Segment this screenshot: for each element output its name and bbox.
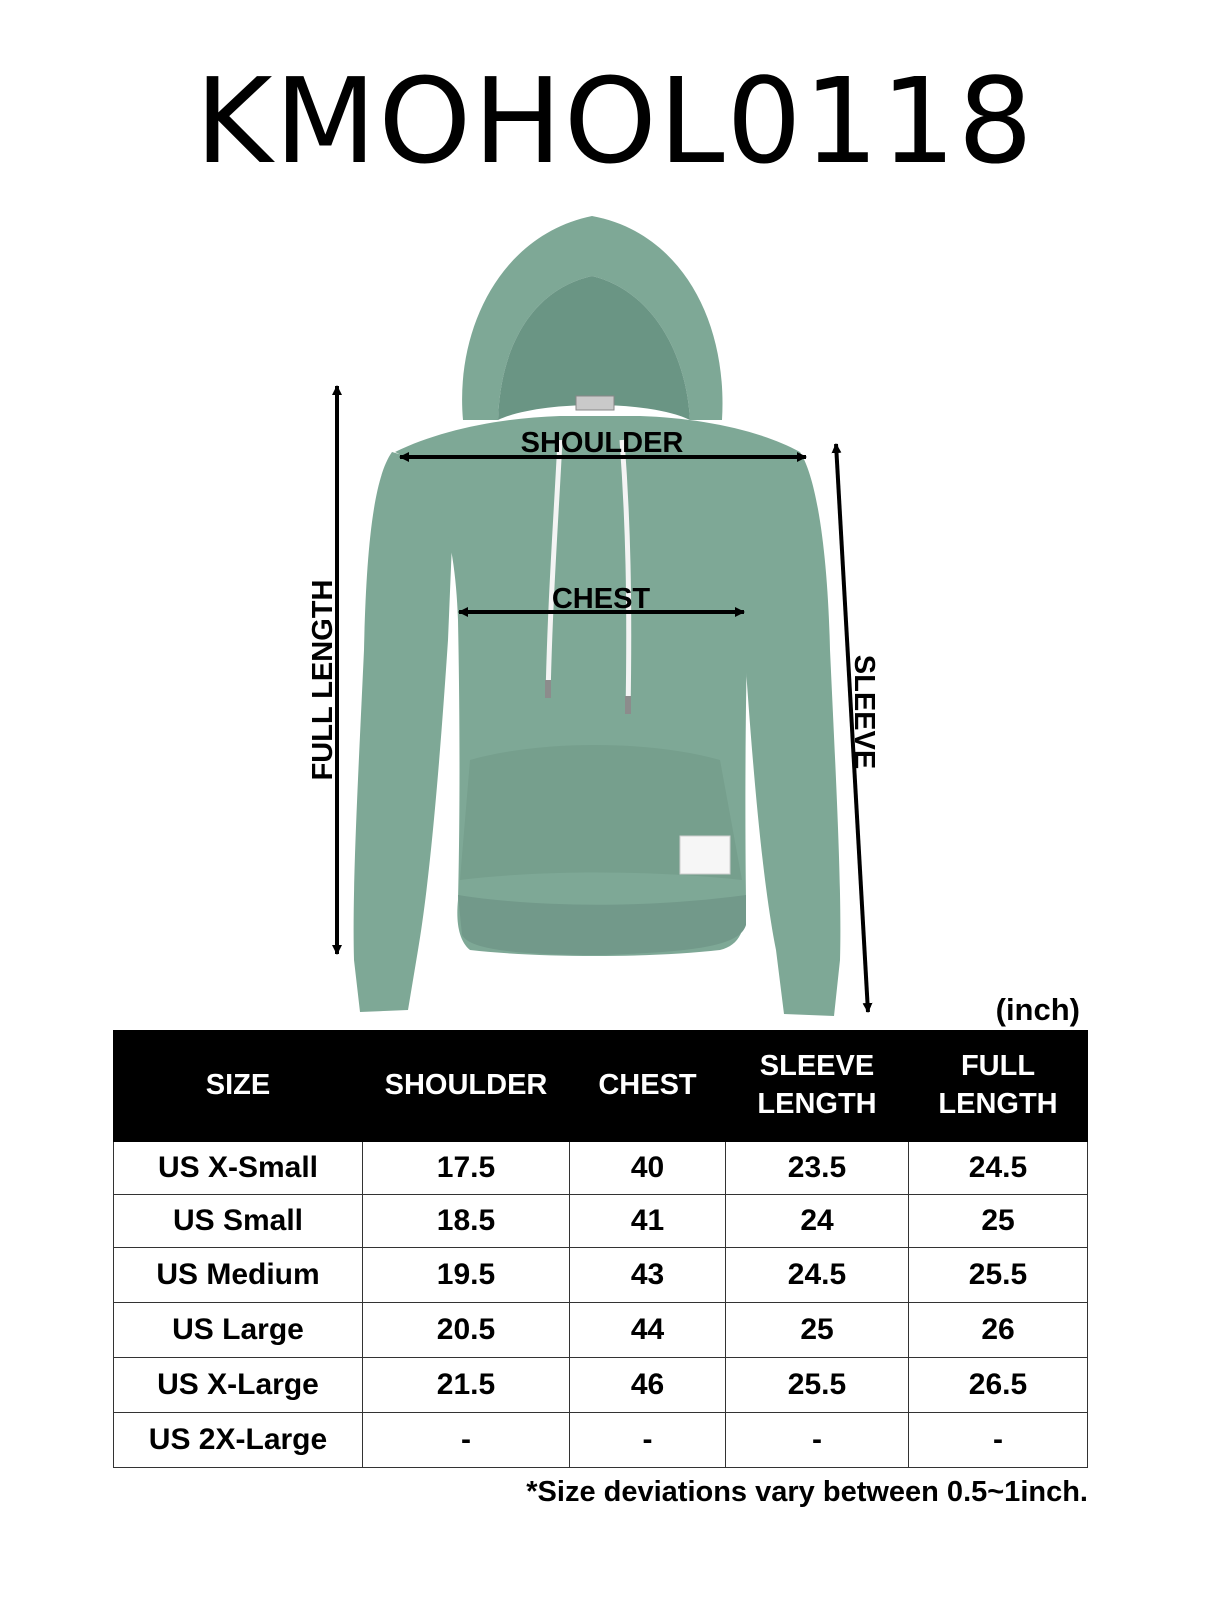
sleeve-cell: 23.5: [726, 1142, 909, 1195]
chest-cell: 41: [570, 1195, 726, 1248]
header-sleeve-length: SLEEVE LENGTH: [726, 1031, 909, 1142]
chest-cell: -: [570, 1413, 726, 1468]
header-full-length: FULL LENGTH: [909, 1031, 1088, 1142]
shoulder-cell: 21.5: [363, 1358, 570, 1413]
unit-label: (inch): [995, 992, 1080, 1027]
full-length-cell: 25.5: [909, 1248, 1088, 1303]
sleeve-cell: 24: [726, 1195, 909, 1248]
hoodie-neck-tab: [576, 396, 614, 410]
chest-cell: 44: [570, 1303, 726, 1358]
table-row: [114, 1248, 1088, 1303]
chest-label: CHEST: [551, 583, 651, 615]
size-cell: US Medium: [114, 1248, 363, 1303]
shoulder-cell: 19.5: [363, 1248, 570, 1303]
hoodie-illustration: [354, 216, 841, 1016]
shoulder-cell: 20.5: [363, 1303, 570, 1358]
table-row: [114, 1358, 1088, 1413]
sleeve-cell: 25: [726, 1303, 909, 1358]
full-length-cell: 26: [909, 1303, 1088, 1358]
size-chart-table: [113, 1030, 1088, 1468]
full-length-label: FULL LENGTH: [307, 579, 339, 781]
sleeve-cell: 24.5: [726, 1248, 909, 1303]
table-row: [114, 1142, 1088, 1195]
size-cell: US Small: [114, 1195, 363, 1248]
header-shoulder: SHOULDER: [363, 1031, 570, 1142]
shoulder-label: SHOULDER: [520, 427, 684, 459]
size-cell: US 2X-Large: [114, 1413, 363, 1468]
full-length-cell: 26.5: [909, 1358, 1088, 1413]
table-row: [114, 1303, 1088, 1358]
size-cell: US X-Small: [114, 1142, 363, 1195]
hoodie-left-sleeve: [354, 452, 455, 1012]
size-cell: US Large: [114, 1303, 363, 1358]
sleeve-label: SLEEVE: [848, 654, 880, 770]
shoulder-cell: 18.5: [363, 1195, 570, 1248]
table-row: [114, 1413, 1088, 1468]
chest-cell: 40: [570, 1142, 726, 1195]
sleeve-cell: 25.5: [726, 1358, 909, 1413]
full-length-cell: -: [909, 1413, 1088, 1468]
chest-cell: 46: [570, 1358, 726, 1413]
hoodie-label-patch: [680, 836, 730, 874]
product-code-title: KMOHOL0118: [195, 52, 1035, 190]
full-length-cell: 24.5: [909, 1142, 1088, 1195]
size-deviation-note: *Size deviations vary between 0.5~1inch.: [526, 1476, 1088, 1508]
header-size: SIZE: [114, 1031, 363, 1142]
shoulder-cell: 17.5: [363, 1142, 570, 1195]
size-cell: US X-Large: [114, 1358, 363, 1413]
header-chest: CHEST: [570, 1031, 726, 1142]
sleeve-cell: -: [726, 1413, 909, 1468]
table-header-row: [114, 1031, 1088, 1142]
chest-cell: 43: [570, 1248, 726, 1303]
shoulder-cell: -: [363, 1413, 570, 1468]
full-length-cell: 25: [909, 1195, 1088, 1248]
table-row: [114, 1195, 1088, 1248]
